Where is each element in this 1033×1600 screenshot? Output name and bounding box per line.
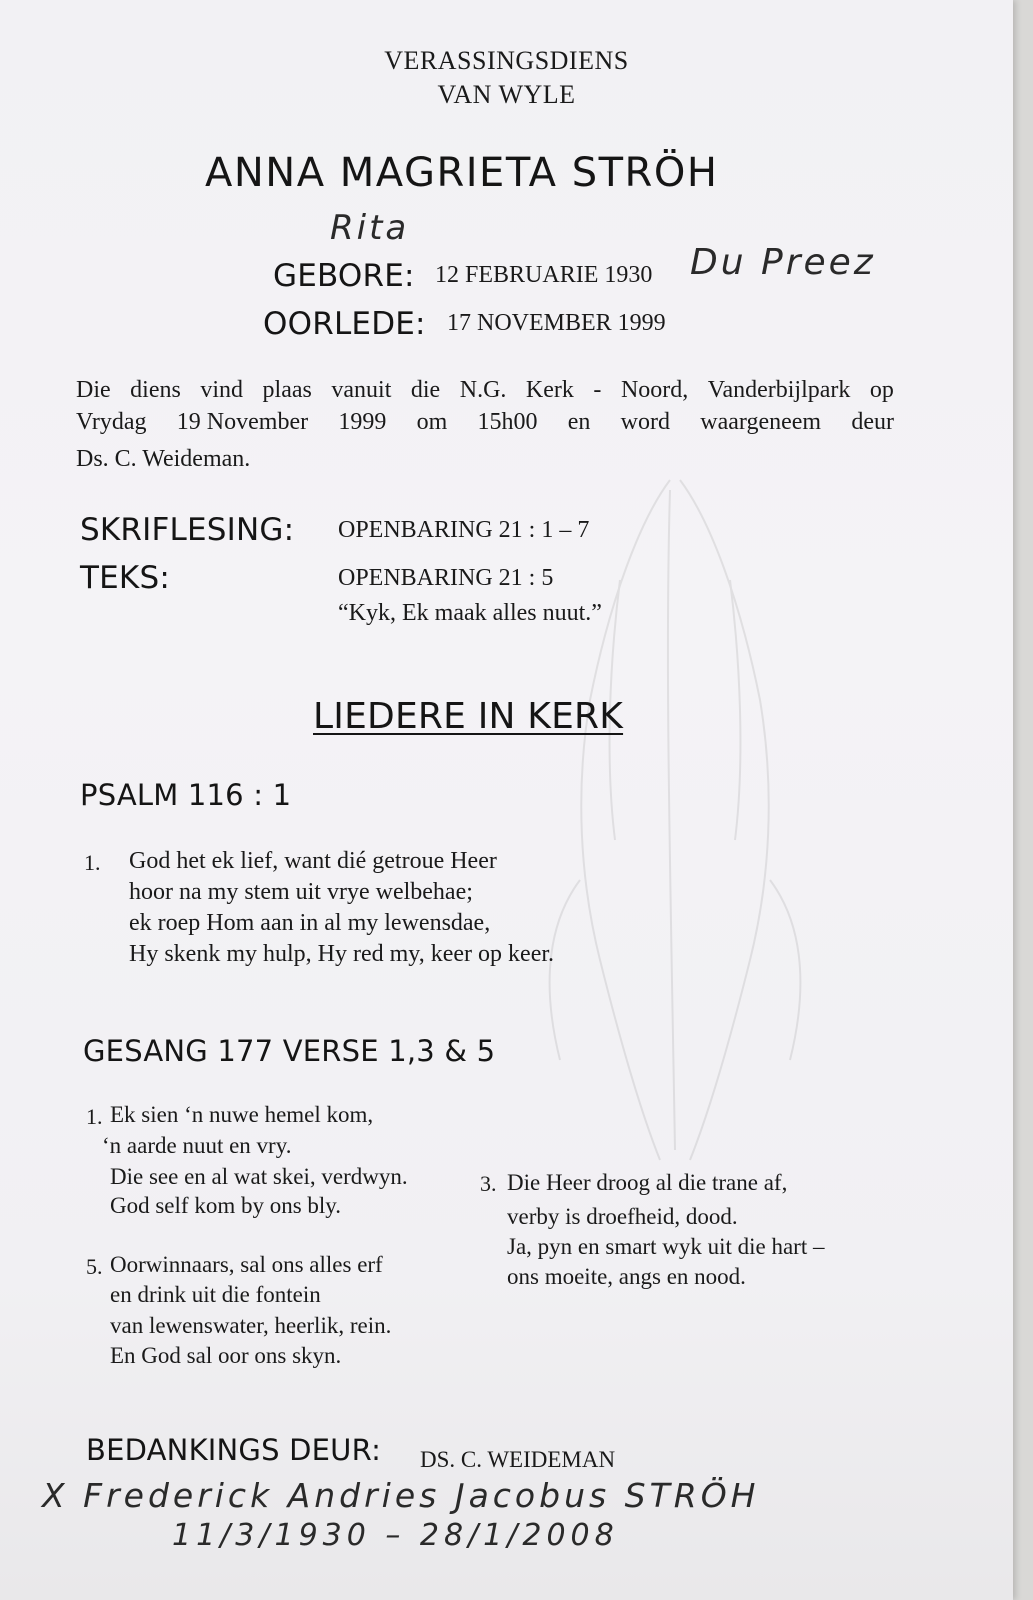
gesang-verse-5-line-2: en drink uit die fontein: [110, 1282, 321, 1307]
gesang-verse-1-line-2: ‘n aarde nuut en vry.: [102, 1133, 292, 1158]
handwritten-nickname: Rita: [330, 208, 410, 248]
gesang-verse-3-line-4: ons moeite, angs en nood.: [507, 1264, 746, 1289]
gesang-verse-1-line-3: Die see en al wat skei, verdwyn.: [110, 1164, 408, 1189]
gesang-verse-1-line-4: God self kom by ons bly.: [110, 1193, 342, 1218]
text-quote: “Kyk, Ek maak alles nuut.”: [338, 600, 602, 626]
gesang-verse-1-line-1: Ek sien ‘n nuwe hemel kom,: [110, 1102, 374, 1127]
text-value: OPENBARING 21 : 5: [338, 565, 554, 591]
service-text-line-3: Ds. C. Weideman.: [76, 446, 251, 472]
died-date: 17 NOVEMBER 1999: [447, 310, 666, 336]
psalm-line-4: Hy skenk my hulp, Hy red my, keer op keer.: [129, 941, 555, 967]
handwritten-maiden-name: Du Preez: [690, 242, 876, 283]
died-label: OORLEDE:: [263, 306, 426, 342]
service-text-line-2: Vrydag 19 November 1999 om 15h00 en word waargeneem deur: [76, 409, 894, 435]
praying-hands-watermark: [520, 460, 820, 1180]
gesang-verse-3-number: 3.: [480, 1171, 497, 1196]
handwritten-spouse-name: X Frederick Andries Jacobus STRÖH: [42, 1476, 760, 1515]
psalm-verse-number: 1.: [84, 850, 101, 875]
psalm-line-2: hoor na my stem uit vrye welbehae;: [129, 879, 473, 905]
psalm-line-1: God het ek lief, want dié getroue Heer: [129, 848, 497, 874]
gesang-verse-5-line-3: van lewenswater, heerlik, rein.: [110, 1313, 392, 1338]
handwritten-spouse-dates: 11/3/1930 – 28/1/2008: [172, 1518, 619, 1553]
service-text-line-1: Die diens vind plaas vanuit die N.G. Kerk - Noord, Vanderbijlpark op: [76, 377, 894, 403]
reading-label: SKRIFLESING:: [80, 512, 295, 548]
title-line-1: VERASSINGSDIENS: [384, 46, 629, 75]
title-line-2: VAN WYLE: [437, 80, 576, 109]
songs-heading: LIEDERE IN KERK: [313, 696, 624, 737]
gesang-verse-5-line-4: En God sal oor ons skyn.: [110, 1343, 342, 1368]
reading-value: OPENBARING 21 : 1 – 7: [338, 517, 590, 543]
deceased-name: ANNA MAGRIETA STRÖH: [205, 150, 719, 196]
born-date: 12 FEBRUARIE 1930: [435, 262, 653, 288]
gesang-verse-1-number: 1.: [86, 1104, 103, 1129]
born-label: GEBORE:: [273, 258, 415, 294]
gesang-verse-5-number: 5.: [86, 1254, 103, 1279]
gesang-verse-3-line-2: verby is droefheid, dood.: [507, 1204, 738, 1229]
gesang-verse-5-line-1: Oorwinnaars, sal ons alles erf: [110, 1252, 383, 1277]
psalm-title: PSALM 116 : 1: [80, 778, 292, 812]
gesang-title: GESANG 177 VERSE 1,3 & 5: [83, 1034, 496, 1068]
psalm-line-3: ek roep Hom aan in al my lewensdae,: [129, 910, 491, 936]
gesang-verse-3-line-1: Die Heer droog al die trane af,: [507, 1170, 788, 1195]
gesang-verse-3-line-3: Ja, pyn en smart wyk uit die hart –: [507, 1234, 825, 1259]
thanks-label: BEDANKINGS DEUR:: [86, 1433, 382, 1467]
thanks-value: DS. C. WEIDEMAN: [420, 1447, 616, 1472]
text-label: TEKS:: [80, 560, 170, 596]
